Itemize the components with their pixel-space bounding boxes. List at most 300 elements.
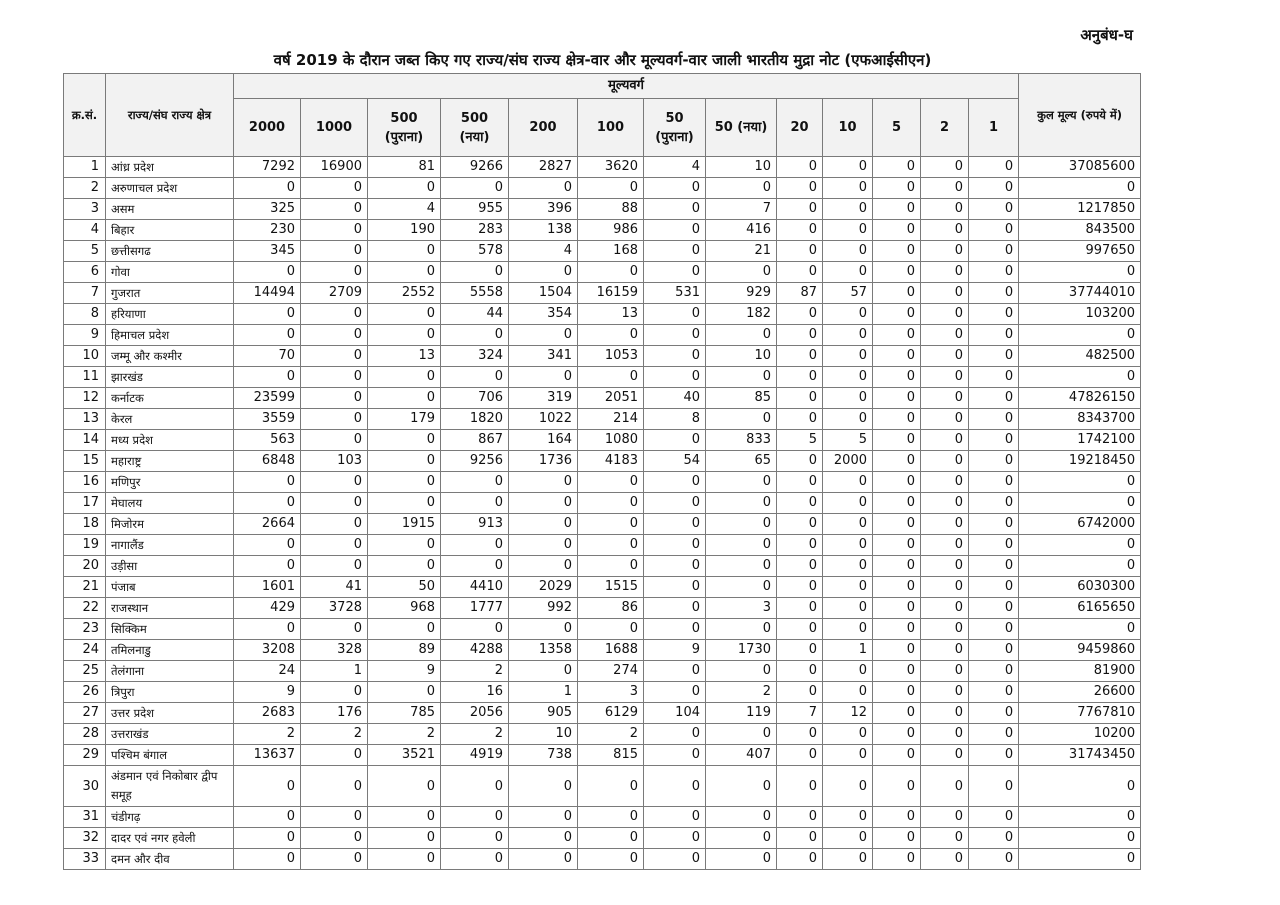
state-name-cell: मणिपुर: [106, 472, 234, 493]
denomination-count-cell: 0: [921, 157, 969, 178]
serial-number-cell: 15: [64, 451, 106, 472]
denomination-count-cell: 968: [368, 598, 441, 619]
denomination-count-cell: 0: [969, 598, 1019, 619]
denomination-count-cell: 324: [441, 346, 509, 367]
denomination-count-cell: 0: [969, 556, 1019, 577]
denomination-count-cell: 0: [873, 766, 921, 807]
denomination-count-cell: 0: [301, 346, 368, 367]
denomination-count-cell: 0: [368, 325, 441, 346]
header-denomination: 2: [921, 99, 969, 157]
header-denomination: 2000: [234, 99, 301, 157]
denomination-count-cell: 2: [441, 661, 509, 682]
denomination-count-cell: 0: [969, 745, 1019, 766]
denomination-count-cell: 0: [969, 451, 1019, 472]
denomination-count-cell: 2827: [509, 157, 578, 178]
denomination-count-cell: 0: [823, 514, 873, 535]
serial-number-cell: 19: [64, 535, 106, 556]
denomination-count-cell: 0: [969, 157, 1019, 178]
denomination-count-cell: 230: [234, 220, 301, 241]
denomination-count-cell: 0: [509, 493, 578, 514]
serial-number-cell: 32: [64, 828, 106, 849]
denomination-count-cell: 0: [234, 849, 301, 870]
state-name-cell: उत्तराखंड: [106, 724, 234, 745]
denomination-count-cell: 0: [301, 766, 368, 807]
state-name-cell: महाराष्ट्र: [106, 451, 234, 472]
denomination-count-cell: 531: [644, 283, 706, 304]
denomination-count-cell: 0: [873, 598, 921, 619]
denomination-count-cell: 0: [644, 682, 706, 703]
denomination-count-cell: 1515: [578, 577, 644, 598]
denomination-count-cell: 0: [441, 325, 509, 346]
denomination-count-cell: 0: [823, 262, 873, 283]
table-row: [64, 472, 1141, 493]
table-row: [64, 346, 1141, 367]
denomination-count-cell: 0: [921, 535, 969, 556]
denomination-count-cell: 0: [706, 766, 777, 807]
denomination-count-cell: 2: [441, 724, 509, 745]
denomination-count-cell: 0: [873, 472, 921, 493]
table-row: [64, 178, 1141, 199]
denomination-count-cell: 9256: [441, 451, 509, 472]
denomination-count-cell: 0: [706, 367, 777, 388]
state-name-cell: मध्य प्रदेश: [106, 430, 234, 451]
denomination-count-cell: 0: [873, 409, 921, 430]
denomination-count-cell: 0: [644, 766, 706, 807]
state-name-cell: राजस्थान: [106, 598, 234, 619]
denomination-count-cell: 1688: [578, 640, 644, 661]
total-value-cell: 0: [1019, 367, 1141, 388]
denomination-count-cell: 0: [441, 556, 509, 577]
denomination-count-cell: 0: [301, 619, 368, 640]
denomination-count-cell: 0: [777, 661, 823, 682]
denomination-count-cell: 0: [777, 828, 823, 849]
denomination-count-cell: 0: [509, 178, 578, 199]
denomination-count-cell: 0: [873, 745, 921, 766]
denomination-count-cell: 0: [301, 199, 368, 220]
denomination-count-cell: 0: [777, 472, 823, 493]
denomination-count-cell: 2709: [301, 283, 368, 304]
denomination-count-cell: 10: [706, 346, 777, 367]
denomination-count-cell: 50: [368, 577, 441, 598]
denomination-count-cell: 578: [441, 241, 509, 262]
denomination-count-cell: 0: [234, 304, 301, 325]
denomination-count-cell: 0: [823, 157, 873, 178]
denomination-count-cell: 0: [921, 828, 969, 849]
denomination-count-cell: 14494: [234, 283, 301, 304]
denomination-count-cell: 929: [706, 283, 777, 304]
denomination-count-cell: 0: [706, 325, 777, 346]
denomination-count-cell: 706: [441, 388, 509, 409]
denomination-count-cell: 0: [706, 493, 777, 514]
denomination-count-cell: 0: [823, 178, 873, 199]
denomination-count-cell: 0: [873, 661, 921, 682]
denomination-count-cell: 0: [441, 178, 509, 199]
denomination-count-cell: 0: [706, 514, 777, 535]
denomination-count-cell: 986: [578, 220, 644, 241]
denomination-count-cell: 0: [823, 388, 873, 409]
denomination-count-cell: 0: [509, 472, 578, 493]
denomination-count-cell: 3: [706, 598, 777, 619]
serial-number-cell: 4: [64, 220, 106, 241]
denomination-count-cell: 0: [644, 724, 706, 745]
serial-number-cell: 5: [64, 241, 106, 262]
denomination-count-cell: 0: [578, 493, 644, 514]
denomination-count-cell: 0: [873, 346, 921, 367]
denomination-count-cell: 104: [644, 703, 706, 724]
denomination-count-cell: 0: [644, 199, 706, 220]
denomination-count-cell: 0: [969, 828, 1019, 849]
denomination-count-cell: 0: [706, 661, 777, 682]
denomination-count-cell: 0: [873, 430, 921, 451]
denomination-count-cell: 354: [509, 304, 578, 325]
denomination-count-cell: 0: [509, 766, 578, 807]
denomination-count-cell: 119: [706, 703, 777, 724]
serial-number-cell: 16: [64, 472, 106, 493]
total-value-cell: 37085600: [1019, 157, 1141, 178]
denomination-count-cell: 0: [509, 828, 578, 849]
denomination-count-cell: 0: [441, 619, 509, 640]
denomination-count-cell: 4288: [441, 640, 509, 661]
denomination-count-cell: 0: [823, 409, 873, 430]
denomination-count-cell: 416: [706, 220, 777, 241]
denomination-count-cell: 10: [706, 157, 777, 178]
denomination-count-cell: 0: [921, 493, 969, 514]
denomination-count-cell: 0: [921, 556, 969, 577]
denomination-count-cell: 0: [368, 451, 441, 472]
denomination-count-cell: 0: [301, 682, 368, 703]
total-value-cell: 7767810: [1019, 703, 1141, 724]
table-row: [64, 157, 1141, 178]
total-value-cell: 0: [1019, 828, 1141, 849]
table-row: [64, 577, 1141, 598]
denomination-count-cell: 0: [873, 283, 921, 304]
denomination-count-cell: 0: [509, 514, 578, 535]
table-row: [64, 451, 1141, 472]
table-row: [64, 220, 1141, 241]
denomination-count-cell: 4183: [578, 451, 644, 472]
serial-number-cell: 27: [64, 703, 106, 724]
header-denomination: 1: [969, 99, 1019, 157]
denomination-count-cell: 0: [777, 157, 823, 178]
denomination-count-cell: 0: [368, 807, 441, 828]
denomination-count-cell: 0: [578, 766, 644, 807]
denomination-count-cell: 0: [873, 178, 921, 199]
table-row: [64, 514, 1141, 535]
denomination-count-cell: 89: [368, 640, 441, 661]
table-row: [64, 325, 1141, 346]
denomination-count-cell: 0: [301, 556, 368, 577]
serial-number-cell: 2: [64, 178, 106, 199]
denomination-count-cell: 0: [873, 724, 921, 745]
table-row: [64, 766, 1141, 807]
document-title: वर्ष 2019 के दौरान जब्त किए गए राज्य/संघ राज्य क्षेत्र-वार और मूल्यवर्ग-वार जाली भारतीय मुद्रा नोट (एफआईसीएन): [273, 51, 932, 69]
denomination-count-cell: 0: [777, 241, 823, 262]
table-row: [64, 409, 1141, 430]
serial-number-cell: 6: [64, 262, 106, 283]
denomination-count-cell: 0: [921, 199, 969, 220]
header-denomination: 1000: [301, 99, 368, 157]
denomination-count-cell: 3620: [578, 157, 644, 178]
denomination-count-cell: 0: [234, 493, 301, 514]
denomination-count-cell: 176: [301, 703, 368, 724]
denomination-count-cell: 0: [777, 682, 823, 703]
denomination-count-cell: 396: [509, 199, 578, 220]
denomination-count-cell: 0: [823, 745, 873, 766]
denomination-count-cell: 0: [509, 849, 578, 870]
table-row: [64, 388, 1141, 409]
denomination-count-cell: 0: [644, 472, 706, 493]
denomination-count-cell: 3208: [234, 640, 301, 661]
state-name-cell: हिमाचल प्रदेश: [106, 325, 234, 346]
denomination-count-cell: 9: [368, 661, 441, 682]
denomination-count-cell: 3: [578, 682, 644, 703]
denomination-count-cell: 0: [644, 241, 706, 262]
denomination-count-cell: 0: [706, 409, 777, 430]
denomination-count-cell: 3559: [234, 409, 301, 430]
header-denomination: 50 (नया): [706, 99, 777, 157]
serial-number-cell: 14: [64, 430, 106, 451]
denomination-count-cell: 0: [301, 178, 368, 199]
denomination-count-cell: 785: [368, 703, 441, 724]
total-value-cell: 997650: [1019, 241, 1141, 262]
serial-number-cell: 7: [64, 283, 106, 304]
denomination-count-cell: 0: [873, 619, 921, 640]
denomination-count-cell: 1022: [509, 409, 578, 430]
denomination-count-cell: 0: [823, 220, 873, 241]
denomination-count-cell: 0: [301, 493, 368, 514]
denomination-count-cell: 0: [777, 535, 823, 556]
denomination-count-cell: 0: [873, 367, 921, 388]
denomination-count-cell: 0: [234, 262, 301, 283]
denomination-count-cell: 0: [578, 514, 644, 535]
denomination-count-cell: 0: [301, 388, 368, 409]
serial-number-cell: 30: [64, 766, 106, 807]
denomination-count-cell: 190: [368, 220, 441, 241]
denomination-count-cell: 0: [969, 661, 1019, 682]
denomination-count-cell: 0: [578, 828, 644, 849]
annex-label: अनुबंध-घ: [1080, 26, 1133, 44]
denomination-count-cell: 0: [873, 157, 921, 178]
denomination-count-cell: 0: [301, 367, 368, 388]
table-row: [64, 535, 1141, 556]
denomination-count-cell: 0: [368, 367, 441, 388]
denomination-count-cell: 0: [921, 283, 969, 304]
total-value-cell: 482500: [1019, 346, 1141, 367]
denomination-count-cell: 24: [234, 661, 301, 682]
table-row: [64, 849, 1141, 870]
denomination-count-cell: 0: [368, 241, 441, 262]
denomination-count-cell: 0: [873, 849, 921, 870]
denomination-count-cell: 0: [509, 661, 578, 682]
denomination-count-cell: 0: [644, 493, 706, 514]
denomination-count-cell: 0: [873, 220, 921, 241]
serial-number-cell: 21: [64, 577, 106, 598]
denomination-count-cell: 7292: [234, 157, 301, 178]
header-denomination: 50 (पुराना): [644, 99, 706, 157]
table-row: [64, 598, 1141, 619]
total-value-cell: 0: [1019, 262, 1141, 283]
state-name-cell: मिजोरम: [106, 514, 234, 535]
denomination-count-cell: 0: [777, 556, 823, 577]
denomination-count-cell: 0: [644, 661, 706, 682]
denomination-count-cell: 0: [921, 849, 969, 870]
denomination-count-cell: 0: [234, 828, 301, 849]
table-row: [64, 367, 1141, 388]
denomination-count-cell: 0: [777, 493, 823, 514]
denomination-count-cell: 0: [823, 535, 873, 556]
denomination-count-cell: 0: [301, 220, 368, 241]
denomination-count-cell: 0: [777, 262, 823, 283]
denomination-count-cell: 0: [301, 325, 368, 346]
table-row: [64, 745, 1141, 766]
denomination-count-cell: 0: [823, 472, 873, 493]
table-row: [64, 241, 1141, 262]
denomination-count-cell: 0: [777, 220, 823, 241]
denomination-count-cell: 0: [969, 262, 1019, 283]
total-value-cell: 0: [1019, 178, 1141, 199]
denomination-count-cell: 0: [873, 828, 921, 849]
denomination-count-cell: 1080: [578, 430, 644, 451]
state-name-cell: सिक्किम: [106, 619, 234, 640]
serial-number-cell: 24: [64, 640, 106, 661]
table-row: [64, 640, 1141, 661]
denomination-count-cell: 0: [578, 472, 644, 493]
denomination-count-cell: 168: [578, 241, 644, 262]
total-value-cell: 9459860: [1019, 640, 1141, 661]
state-name-cell: उड़ीसा: [106, 556, 234, 577]
denomination-count-cell: 3728: [301, 598, 368, 619]
denomination-count-cell: 0: [873, 640, 921, 661]
denomination-count-cell: 0: [921, 262, 969, 283]
denomination-count-cell: 1601: [234, 577, 301, 598]
denomination-count-cell: 0: [921, 472, 969, 493]
denomination-count-cell: 0: [823, 849, 873, 870]
denomination-count-cell: 40: [644, 388, 706, 409]
denomination-count-cell: 0: [301, 472, 368, 493]
header-denomination: 5: [873, 99, 921, 157]
denomination-count-cell: 2056: [441, 703, 509, 724]
denomination-count-cell: 0: [969, 807, 1019, 828]
table-row: [64, 493, 1141, 514]
serial-number-cell: 11: [64, 367, 106, 388]
header-state: राज्य/संघ राज्य क्षेत्र: [106, 74, 234, 157]
denomination-count-cell: 1777: [441, 598, 509, 619]
denomination-count-cell: 16: [441, 682, 509, 703]
denomination-count-cell: 0: [368, 535, 441, 556]
serial-number-cell: 20: [64, 556, 106, 577]
denomination-count-cell: 0: [921, 241, 969, 262]
denomination-count-cell: 0: [234, 367, 301, 388]
denomination-count-cell: 0: [706, 849, 777, 870]
denomination-count-cell: 0: [969, 472, 1019, 493]
denomination-count-cell: 0: [644, 807, 706, 828]
denomination-count-cell: 0: [823, 661, 873, 682]
denomination-count-cell: 7: [777, 703, 823, 724]
denomination-count-cell: 0: [644, 745, 706, 766]
denomination-count-cell: 41: [301, 577, 368, 598]
state-name-cell: जम्मू और कश्मीर: [106, 346, 234, 367]
denomination-count-cell: 0: [578, 535, 644, 556]
denomination-count-cell: 6848: [234, 451, 301, 472]
denomination-count-cell: 214: [578, 409, 644, 430]
state-name-cell: छत्तीसगढ: [106, 241, 234, 262]
serial-number-cell: 12: [64, 388, 106, 409]
denomination-count-cell: 1915: [368, 514, 441, 535]
denomination-count-cell: 16900: [301, 157, 368, 178]
denomination-count-cell: 13: [578, 304, 644, 325]
denomination-count-cell: 0: [441, 493, 509, 514]
denomination-count-cell: 86: [578, 598, 644, 619]
denomination-count-cell: 815: [578, 745, 644, 766]
denomination-count-cell: 0: [368, 388, 441, 409]
denomination-count-cell: 12: [823, 703, 873, 724]
denomination-count-cell: 0: [921, 451, 969, 472]
denomination-count-cell: 0: [777, 766, 823, 807]
header-serial: क्र.सं.: [64, 74, 106, 157]
denomination-count-cell: 0: [441, 849, 509, 870]
denomination-count-cell: 0: [823, 556, 873, 577]
denomination-count-cell: 0: [823, 766, 873, 807]
denomination-count-cell: 0: [234, 619, 301, 640]
denomination-count-cell: 7: [706, 199, 777, 220]
denomination-count-cell: 0: [969, 409, 1019, 430]
denomination-count-cell: 1: [823, 640, 873, 661]
denomination-count-cell: 0: [509, 807, 578, 828]
denomination-count-cell: 4: [509, 241, 578, 262]
denomination-count-cell: 0: [823, 199, 873, 220]
denomination-count-cell: 833: [706, 430, 777, 451]
denomination-count-cell: 0: [823, 325, 873, 346]
table-row: [64, 807, 1141, 828]
denomination-count-cell: 0: [706, 556, 777, 577]
denomination-count-cell: 0: [368, 262, 441, 283]
denomination-count-cell: 16159: [578, 283, 644, 304]
denomination-count-cell: 0: [578, 325, 644, 346]
total-value-cell: 843500: [1019, 220, 1141, 241]
denomination-count-cell: 9: [234, 682, 301, 703]
denomination-count-cell: 0: [969, 766, 1019, 807]
denomination-count-cell: 1736: [509, 451, 578, 472]
denomination-count-cell: 85: [706, 388, 777, 409]
denomination-count-cell: 2552: [368, 283, 441, 304]
denomination-count-cell: 0: [921, 807, 969, 828]
denomination-count-cell: 0: [368, 849, 441, 870]
denomination-count-cell: 2: [234, 724, 301, 745]
denomination-count-cell: 182: [706, 304, 777, 325]
denomination-count-cell: 0: [921, 598, 969, 619]
state-name-cell: उत्तर प्रदेश: [106, 703, 234, 724]
denomination-count-cell: 0: [969, 388, 1019, 409]
header-denomination: 200: [509, 99, 578, 157]
denomination-count-cell: 0: [368, 430, 441, 451]
denomination-count-cell: 0: [777, 514, 823, 535]
denomination-count-cell: 0: [301, 535, 368, 556]
serial-number-cell: 9: [64, 325, 106, 346]
denomination-count-cell: 0: [644, 367, 706, 388]
denomination-count-cell: 10: [509, 724, 578, 745]
denomination-count-cell: 0: [823, 828, 873, 849]
denomination-count-cell: 0: [969, 346, 1019, 367]
total-value-cell: 26600: [1019, 682, 1141, 703]
denomination-count-cell: 0: [921, 577, 969, 598]
header-row-group: [64, 74, 1141, 99]
denomination-count-cell: 0: [777, 409, 823, 430]
denomination-count-cell: 0: [234, 556, 301, 577]
state-name-cell: बिहार: [106, 220, 234, 241]
denomination-count-cell: 0: [823, 682, 873, 703]
denomination-count-cell: 345: [234, 241, 301, 262]
denomination-count-cell: 2051: [578, 388, 644, 409]
